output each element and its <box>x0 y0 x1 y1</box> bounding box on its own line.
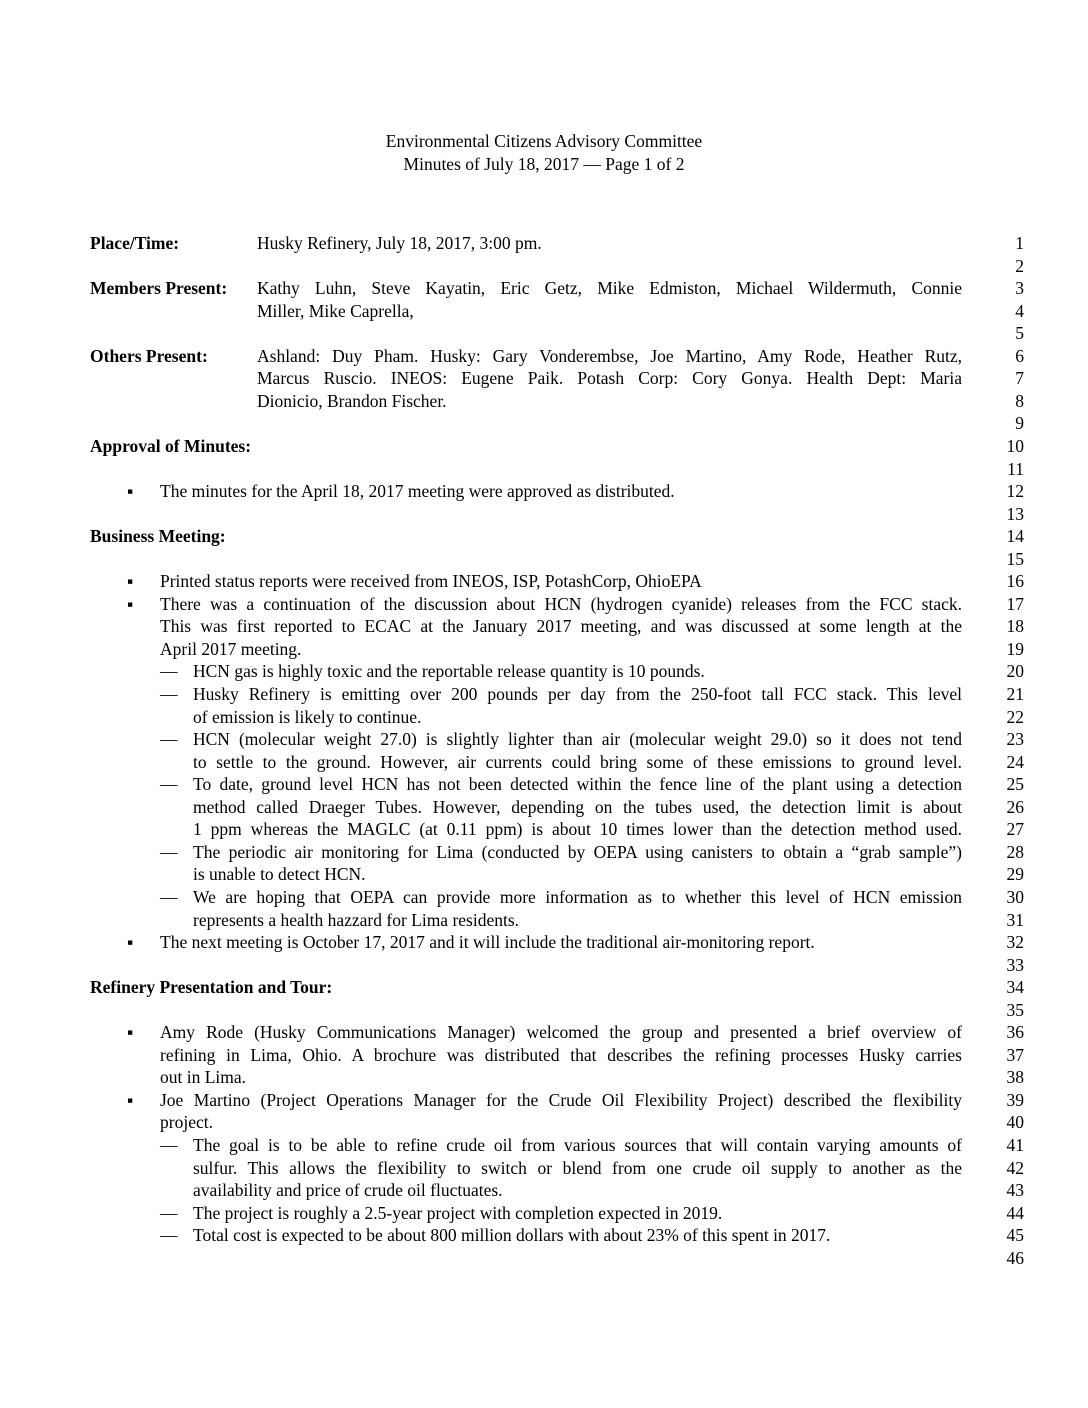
minutes-line <box>0 1202 1088 1225</box>
line-text: project. <box>160 1112 213 1133</box>
minutes-line <box>0 796 1088 819</box>
minutes-line <box>0 773 1088 796</box>
line-text: Joe Martino (Project Operations Manager for the Crude Oil Flexibility Project) described the flexibility <box>160 1089 962 1110</box>
line-text: Kathy Luhn, Steve Kayatin, Eric Getz, Mike Edmiston, Michael Wildermuth, Connie <box>257 278 962 299</box>
bullet-marker: ▪ <box>127 571 134 592</box>
minutes-line <box>0 841 1088 864</box>
minutes-line <box>0 1179 1088 1202</box>
bullet-marker: ▪ <box>127 481 134 502</box>
minutes-line <box>0 367 1088 390</box>
line-text: The goal is to be able to refine crude oil from various sources that will contain varying amounts of <box>193 1135 962 1155</box>
line-number: 40 <box>1006 1112 1024 1133</box>
line-text: of emission is likely to continue. <box>193 706 422 727</box>
line-number: 5 <box>1015 323 1024 344</box>
line-number: 2 <box>1015 255 1024 276</box>
minutes-line <box>0 1021 1088 1044</box>
dash-marker: — <box>160 774 178 795</box>
dash-marker: — <box>160 841 178 862</box>
minutes-line <box>0 480 1088 503</box>
line-number: 17 <box>1006 593 1024 614</box>
section-label: Others Present: <box>90 345 208 366</box>
minutes-line <box>0 1066 1088 1089</box>
line-number: 45 <box>1006 1225 1024 1246</box>
line-text: out in Lima. <box>160 1067 247 1088</box>
section-label: Business Meeting: <box>90 526 226 547</box>
line-number: 18 <box>1006 616 1024 637</box>
line-text: Printed status reports were received from INEOS, ISP, PotashCorp, OhioEPA <box>160 571 702 592</box>
line-text: is unable to detect HCN. <box>193 864 366 885</box>
minutes-line <box>0 728 1088 751</box>
line-number: 35 <box>1006 999 1024 1020</box>
line-text: Miller, Mike Caprella, <box>257 300 414 321</box>
line-number: 26 <box>1006 796 1024 817</box>
line-text: Amy Rode (Husky Communications Manager) welcomed the group and presented a brief overview of <box>160 1022 962 1043</box>
line-number: 7 <box>1015 368 1024 389</box>
line-number: 21 <box>1006 684 1024 704</box>
line-text: This was first reported to ECAC at the January 2017 meeting, and was discussed at some length at the <box>160 616 962 637</box>
minutes-line <box>0 954 1088 977</box>
line-number: 25 <box>1006 774 1024 795</box>
line-number: 11 <box>1007 458 1024 479</box>
line-number: 37 <box>1006 1044 1024 1065</box>
minutes-line <box>0 886 1088 909</box>
bullet-marker: ▪ <box>127 932 134 953</box>
line-number: 22 <box>1006 706 1024 727</box>
minutes-line <box>0 863 1088 886</box>
minutes-line <box>0 390 1088 413</box>
line-text: sulfur. This allows the flexibility to switch or blend from one crude oil supply to another as the <box>193 1157 962 1178</box>
line-number: 16 <box>1006 571 1024 592</box>
minutes-line <box>0 638 1088 661</box>
dash-marker: — <box>160 1135 178 1155</box>
document-subtitle: Minutes of July 18, 2017 — Page 1 of 2 <box>403 154 685 174</box>
minutes-line <box>0 1089 1088 1112</box>
line-number: 3 <box>1015 278 1024 299</box>
line-number: 38 <box>1006 1067 1024 1088</box>
line-number: 20 <box>1006 661 1024 682</box>
dash-marker: — <box>160 729 178 750</box>
minutes-line <box>0 503 1088 526</box>
line-number: 34 <box>1006 977 1024 998</box>
bullet-marker: ▪ <box>127 1022 134 1043</box>
line-number: 41 <box>1006 1135 1024 1155</box>
bullet-marker: ▪ <box>127 1089 134 1110</box>
line-number: 10 <box>1006 435 1024 456</box>
minutes-line <box>0 999 1088 1022</box>
minutes-line <box>0 458 1088 481</box>
line-number: 30 <box>1006 886 1024 907</box>
line-number: 36 <box>1006 1022 1024 1043</box>
minutes-line <box>0 660 1088 683</box>
minutes-line <box>0 322 1088 345</box>
line-number: 9 <box>1015 413 1024 434</box>
minutes-line <box>0 1044 1088 1067</box>
line-number: 4 <box>1015 300 1024 321</box>
minutes-line <box>0 1224 1088 1247</box>
line-number: 1 <box>1015 233 1024 253</box>
minutes-line <box>0 345 1088 368</box>
line-number: 8 <box>1015 390 1024 411</box>
minutes-line <box>0 435 1088 458</box>
dash-marker: — <box>160 1202 178 1223</box>
line-number: 15 <box>1006 548 1024 569</box>
minutes-line <box>0 909 1088 932</box>
line-number: 32 <box>1006 932 1024 953</box>
minutes-line <box>0 1111 1088 1134</box>
line-number: 42 <box>1006 1157 1024 1178</box>
minutes-line <box>0 706 1088 729</box>
line-text: 1 ppm whereas the MAGLC (at 0.11 ppm) is about 10 times lower than the detection method used. <box>193 819 962 840</box>
line-text: method called Draeger Tubes. However, depending on the tubes used, the detection limit is about <box>193 796 962 817</box>
line-text: refining in Lima, Ohio. A brochure was distributed that describes the refining processes Husky carries <box>160 1044 962 1065</box>
line-number: 33 <box>1006 954 1024 975</box>
line-text: April 2017 meeting. <box>160 638 302 659</box>
minutes-line <box>0 570 1088 593</box>
line-text: There was a continuation of the discussion about HCN (hydrogen cyanide) releases from the FCC stack. <box>160 593 962 614</box>
line-number: 46 <box>1006 1247 1024 1268</box>
line-text: The project is roughly a 2.5-year project with completion expected in 2019. <box>193 1202 723 1223</box>
minutes-line <box>0 683 1088 706</box>
line-number: 14 <box>1006 526 1024 547</box>
section-label: Approval of Minutes: <box>90 435 252 456</box>
minutes-line <box>0 412 1088 435</box>
line-number: 29 <box>1006 864 1024 885</box>
line-text: represents a health hazzard for Lima residents. <box>193 909 520 930</box>
line-text: to settle to the ground. However, air currents could bring some of these emissions to ground level. <box>193 751 962 772</box>
line-text: Ashland: Duy Pham. Husky: Gary Vonderembse, Joe Martino, Amy Rode, Heather Rutz, <box>257 345 962 366</box>
dash-marker: — <box>160 886 178 907</box>
minutes-line <box>0 232 1088 255</box>
section-label: Place/Time: <box>90 233 180 253</box>
line-text: The minutes for the April 18, 2017 meeting were approved as distributed. <box>160 481 675 502</box>
line-text: Dionicio, Brandon Fischer. <box>257 390 447 411</box>
dash-marker: — <box>160 684 178 704</box>
line-number: 43 <box>1006 1180 1024 1201</box>
minutes-line <box>0 277 1088 300</box>
minutes-line <box>0 976 1088 999</box>
line-text: Marcus Ruscio. INEOS: Eugene Paik. Potash Corp: Cory Gonya. Health Dept: Maria <box>257 368 962 389</box>
minutes-line <box>0 1134 1088 1157</box>
minutes-line <box>0 1157 1088 1180</box>
line-number: 19 <box>1006 638 1024 659</box>
line-text: HCN (molecular weight 27.0) is slightly lighter than air (molecular weight 29.0) so it does not tend <box>193 729 962 750</box>
line-text: Total cost is expected to be about 800 million dollars with about 23% of this spent in 2017. <box>193 1225 831 1246</box>
line-number: 28 <box>1006 841 1024 862</box>
line-number: 44 <box>1006 1202 1024 1223</box>
line-text: Husky Refinery, July 18, 2017, 3:00 pm. <box>257 233 542 253</box>
section-label: Refinery Presentation and Tour: <box>90 977 333 998</box>
minutes-line <box>0 593 1088 616</box>
line-text: The next meeting is October 17, 2017 and it will include the traditional air-monitoring report. <box>160 932 815 953</box>
line-number: 24 <box>1006 751 1024 772</box>
minutes-line <box>0 548 1088 571</box>
minutes-line <box>0 525 1088 548</box>
line-text: We are hoping that OEPA can provide more information as to whether this level of HCN emission <box>193 886 962 907</box>
line-number: 27 <box>1006 819 1024 840</box>
minutes-line <box>0 818 1088 841</box>
line-number: 6 <box>1015 345 1024 366</box>
minutes-line <box>0 751 1088 774</box>
line-number: 23 <box>1006 729 1024 750</box>
minutes-line <box>0 931 1088 954</box>
document-title: Environmental Citizens Advisory Committee <box>385 131 703 151</box>
minutes-line <box>0 1247 1088 1270</box>
minutes-line <box>0 255 1088 278</box>
line-number: 31 <box>1006 909 1024 930</box>
line-text: The periodic air monitoring for Lima (conducted by OEPA using canisters to obtain a “grab sample”) <box>193 841 962 862</box>
line-number: 12 <box>1006 481 1024 502</box>
line-number: 39 <box>1006 1089 1024 1110</box>
minutes-line <box>0 615 1088 638</box>
line-text: Husky Refinery is emitting over 200 pounds per day from the 250-foot tall FCC stack. This level <box>193 684 962 704</box>
minutes-line <box>0 300 1088 323</box>
dash-marker: — <box>160 1225 178 1246</box>
line-text: HCN gas is highly toxic and the reportable release quantity is 10 pounds. <box>193 661 705 682</box>
bullet-marker: ▪ <box>127 593 134 614</box>
section-label: Members Present: <box>90 278 228 299</box>
line-text: availability and price of crude oil fluctuates. <box>193 1180 503 1201</box>
line-number: 13 <box>1006 503 1024 524</box>
line-text: To date, ground level HCN has not been detected within the fence line of the plant using a detection <box>193 774 962 795</box>
dash-marker: — <box>160 661 178 682</box>
